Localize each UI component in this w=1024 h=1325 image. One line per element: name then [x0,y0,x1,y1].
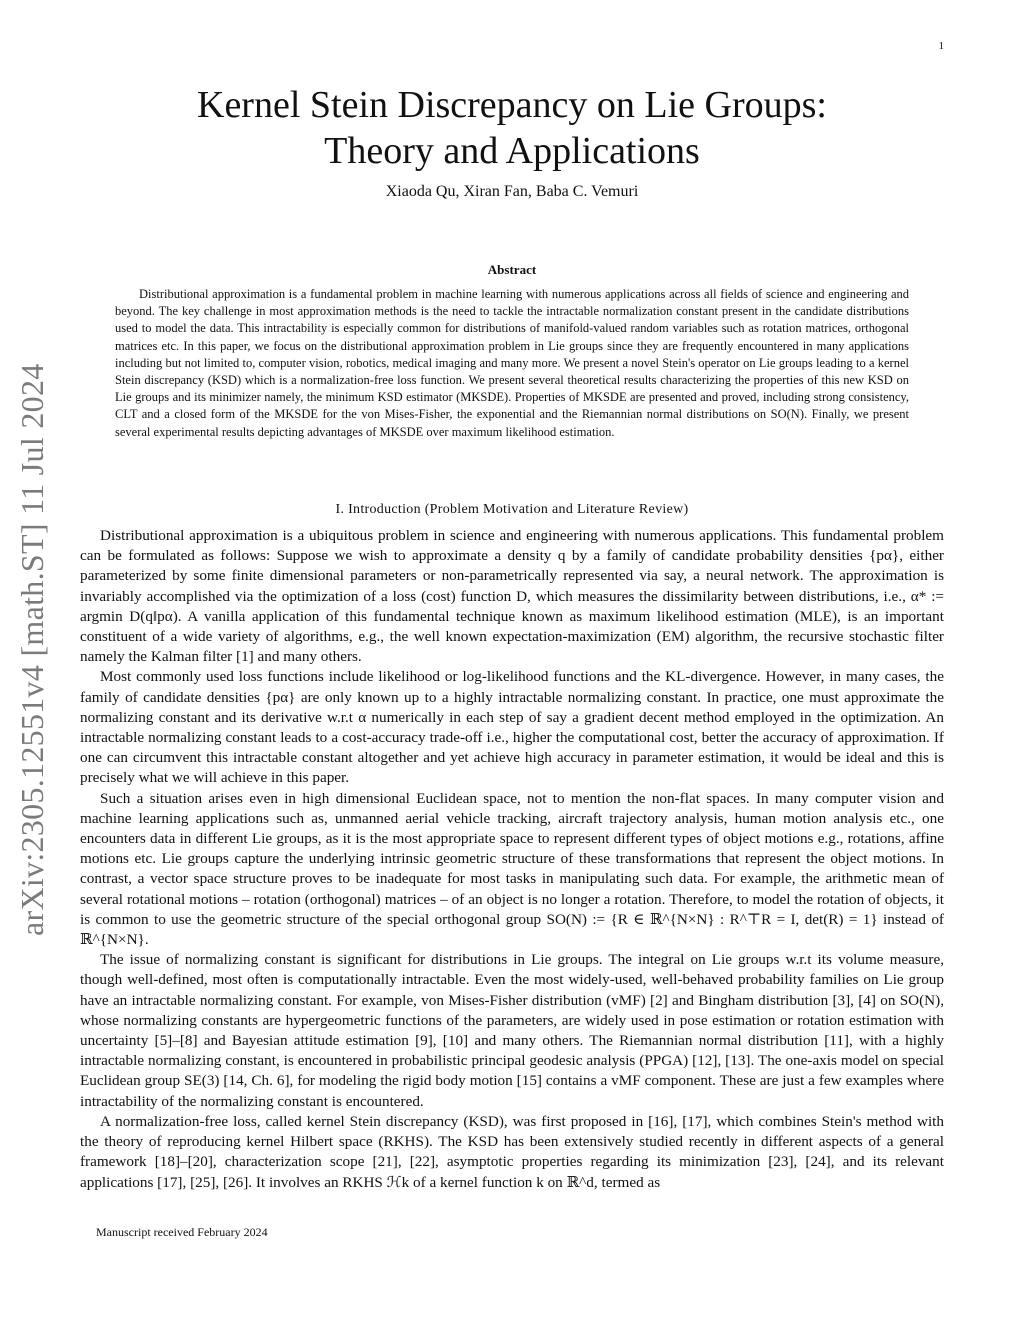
abstract-heading: Abstract [487,262,537,277]
page-number: 1 [938,40,944,52]
title-line-2: Theory and Applications [324,130,700,172]
paragraph-1: Distributional approximation is a ubiquitous problem in science and engineering with numerous applications. This fundamental problem can be formulated as follows: Suppose we wish to approximate a density q by a family of candidate probability densities {pα}, either parameterized by some finite dimensional parameters or non-parametrically represented via say, a neural network. The approximation is invariably accomplished via the optimization of a loss (cost) function D, which measures the dissimilarity between distributions, i.e., α* := argmin D(q‖pα). A vanilla application of this fundamental technique known as maximum likelihood estimation (MLE), is an important constituent of a wide variety of algorithms, e.g., the well known expectation-maximization (EM) algorithm, the recursive stochastic filter namely the Kalman filter [1] and many others. [80,527,944,666]
section-heading: I. Introduction (Problem Motivation and Literature Review) [335,502,689,517]
paragraph-4: The issue of normalizing constant is significant for distributions in Lie groups. The integral on Lie groups w.r.t its volume measure, though well-defined, most often is computationally intractable. Even the most widely-used, well-behaved probability families on Lie group have an intractable normalizing constant. For example, von Mises-Fisher distribution (vMF) [2] and Bingham distribution [3], [4] on SO(N), whose normalizing constants are hypergeometric functions of the parameters, are widely used in pose estimation or rotation estimation with uncertainty [5]–[8] and Bayesian attitude estimation [9], [10] and many others. The Riemannian normal distribution [11], with a highly intractable normalizing constant, is encountered in probabilistic principal geodesic analysis (PPGA) [12], [13]. The one-axis model on special Euclidean group SE(3) [14, Ch. 6], for modeling the rigid body motion [15] contains a vMF component. These are just a few examples where intractability of the normalizing constant is encountered. [80,951,944,1110]
paragraph-5: A normalization-free loss, called kernel Stein discrepancy (KSD), was first proposed in [16], [17], which combines Stein's method with the theory of reproducing kernel Hilbert space (RKHS). The KSD has been extensively studied recently in different aspects of a general framework [18]–[20], characterization scope [21], [22], asymptotic properties regarding its minimization [23], [24], and its relevant applications [17], [25], [26]. It involves an RKHS ℋk of a kernel function k on ℝ^d, termed as [80,1112,944,1191]
authors: Xiaoda Qu, Xiran Fan, Baba C. Vemuri [385,183,639,200]
footnote: Manuscript received February 2024 [96,1225,268,1239]
arxiv-stamp: arXiv:2305.12551v4 [math.ST] 11 Jul 2024 [14,363,50,937]
paper-title [100,82,924,174]
body-text [80,526,944,1193]
paragraph-3: Such a situation arises even in high dimensional Euclidean space, not to mention the non-flat spaces. In many computer vision and machine learning applications such as, unmanned aerial vehicle tracking, aircraft trajectory analysis, human motion analysis etc., one encounters data in different Lie groups, as it is the most appropriate space to represent different types of object motions e.g., rotations, affine motions etc. Lie groups capture the underlying intrinsic geometric structure of these transformations that represent the object motions. In contrast, a vector space structure proves to be inadequate for most tasks in manipulating such data. For example, the arithmetic mean of several rotational motions – rotation (orthogonal) matrices – of an object is no longer a rotation. Therefore, to model the rotation of objects, it is common to use the geometric structure of the special orthogonal group SO(N) := {R ∈ ℝ^{N×N} : R^⊤R = I, det(R) = 1} instead of ℝ^{N×N}. [80,789,944,949]
abstract-text: Distributional approximation is a fundamental problem in machine learning with numerous applications across all fields of science and engineering and beyond. The key challenge in most approximation methods is the need to tackle the intractable normalization constant present in the candidate distributions used to model the data. This intractability is especially common for distributions of manifold-valued random variables such as rotation matrices, orthogonal matrices etc. In this paper, we focus on the distributional approximation problem in Lie groups since they are frequently encountered in many applications including but not limited to, computer vision, robotics, medical imaging and many more. We present a novel Stein's operator on Lie groups leading to a kernel Stein discrepancy (KSD) which is a normalization-free loss function. We present several theoretical results characterizing the properties of this new KSD on Lie groups and its minimizer namely, the minimum KSD estimator (MKSDE). Properties of MKSDE are presented and proved, including strong consistency, CLT and a closed form of the MKSDE for the von Mises-Fisher, the exponential and the Riemannian normal distributions on SO(N). Finally, we present several experimental results depicting advantages of MKSDE over maximum likelihood estimation. [115,287,909,439]
paragraph-2: Most commonly used loss functions include likelihood or log-likelihood functions and the KL-divergence. However, in many cases, the family of candidate densities {pα} are only known up to a highly intractable normalizing constant. In practice, one must approximate the normalizing constant and its derivative w.r.t α numerically in each step of say a gradient decent method employed in the optimization. An intractable normalizing constant leads to a cost-accuracy trade-off i.e., higher the computational cost, better the accuracy of approximation. If one can circumvent this intractable constant altogether and yet achieve high accuracy in parameter estimation, it would be ideal and this is precisely what we will achieve in this paper. [80,668,944,787]
title-line-1: Kernel Stein Discrepancy on Lie Groups: [197,84,827,126]
